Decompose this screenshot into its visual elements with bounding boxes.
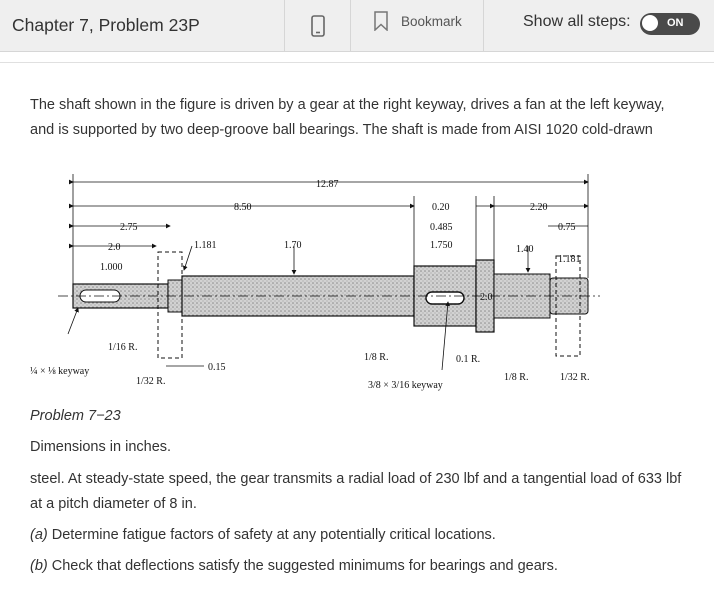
label-r-1-32-right: 1/32 R. bbox=[560, 372, 590, 383]
dim-220: 2.20 bbox=[530, 202, 548, 213]
bookmark-label: Bookmark bbox=[401, 14, 462, 29]
part-a bbox=[30, 523, 690, 548]
label-right-keyway: 3/8 × 3/16 keyway bbox=[368, 380, 443, 391]
bookmark-button[interactable] bbox=[351, 0, 483, 52]
shaft-figure bbox=[28, 174, 610, 400]
label-r-1-8-right: 1/8 R. bbox=[504, 372, 529, 383]
dim-1181-right: 1.181 bbox=[558, 254, 581, 265]
dim-275: 2.75 bbox=[120, 222, 138, 233]
phone-icon bbox=[311, 15, 325, 37]
problem-intro: The shaft shown in the figure is driven by a gear at the right keyway, drives a fan at the left keyway, and is supported by two deep-groove ball bearings. The shaft is made from AISI 1020 cold-drawn bbox=[30, 97, 665, 138]
show-all-steps-toggle[interactable] bbox=[640, 13, 700, 35]
part-a-text: Determine fatigue factors of safety at any potentially critical locations. bbox=[47, 527, 496, 543]
dim-0485: 0.485 bbox=[430, 222, 453, 233]
dim-020: 0.20 bbox=[432, 202, 450, 213]
page-title: Chapter 7, Problem 23P bbox=[12, 15, 200, 35]
label-r-1-32-left: 1/32 R. bbox=[136, 376, 166, 387]
dim-015: 0.15 bbox=[208, 362, 226, 373]
dim-20: 2.0 bbox=[108, 242, 121, 253]
part-b bbox=[30, 554, 690, 579]
dim-overall-length: 12.87 bbox=[316, 179, 339, 190]
dimensions-note: Dimensions in inches. bbox=[30, 439, 172, 455]
bookmark-icon bbox=[373, 11, 389, 31]
show-all-steps-label: Show all steps: bbox=[523, 13, 631, 30]
toggle-knob bbox=[642, 15, 658, 31]
dim-170: 1.70 bbox=[284, 240, 302, 251]
right-keyway bbox=[426, 292, 464, 304]
label-r-01: 0.1 R. bbox=[456, 354, 481, 365]
label-r-1-8-mid: 1/8 R. bbox=[364, 352, 389, 363]
dim-850: 8.50 bbox=[234, 202, 252, 213]
dim-1181-left: 1.181 bbox=[194, 240, 217, 251]
shaft-body bbox=[58, 252, 600, 358]
problem-continuation: steel. At steady-state speed, the gear transmits a radial load of 230 lbf and a tangential load of 633 lbf at a pitch diameter of 8 in. bbox=[30, 471, 682, 512]
dim-1000: 1.000 bbox=[100, 262, 123, 273]
dimension-lines bbox=[68, 174, 588, 370]
header-divider bbox=[483, 0, 484, 52]
figure-caption: Problem 7−23 bbox=[30, 408, 121, 424]
label-left-keyway: ¼ × ⅛ keyway bbox=[30, 366, 90, 377]
dim-1750: 1.750 bbox=[430, 240, 453, 251]
label-r-1-16: 1/16 R. bbox=[108, 342, 138, 353]
dim-140: 1.40 bbox=[516, 244, 534, 255]
part-b-label: (b) bbox=[30, 558, 48, 574]
dim-075: 0.75 bbox=[558, 222, 576, 233]
toggle-state-label: ON bbox=[667, 17, 684, 29]
header-bar bbox=[0, 0, 714, 52]
dim-collar: 2.0 bbox=[480, 292, 493, 303]
part-a-label: (a) bbox=[30, 527, 48, 543]
content-divider bbox=[0, 62, 714, 63]
part-b-text: Check that deflections satisfy the suggested minimums for bearings and gears. bbox=[47, 558, 558, 574]
mobile-view-button[interactable] bbox=[285, 0, 350, 52]
